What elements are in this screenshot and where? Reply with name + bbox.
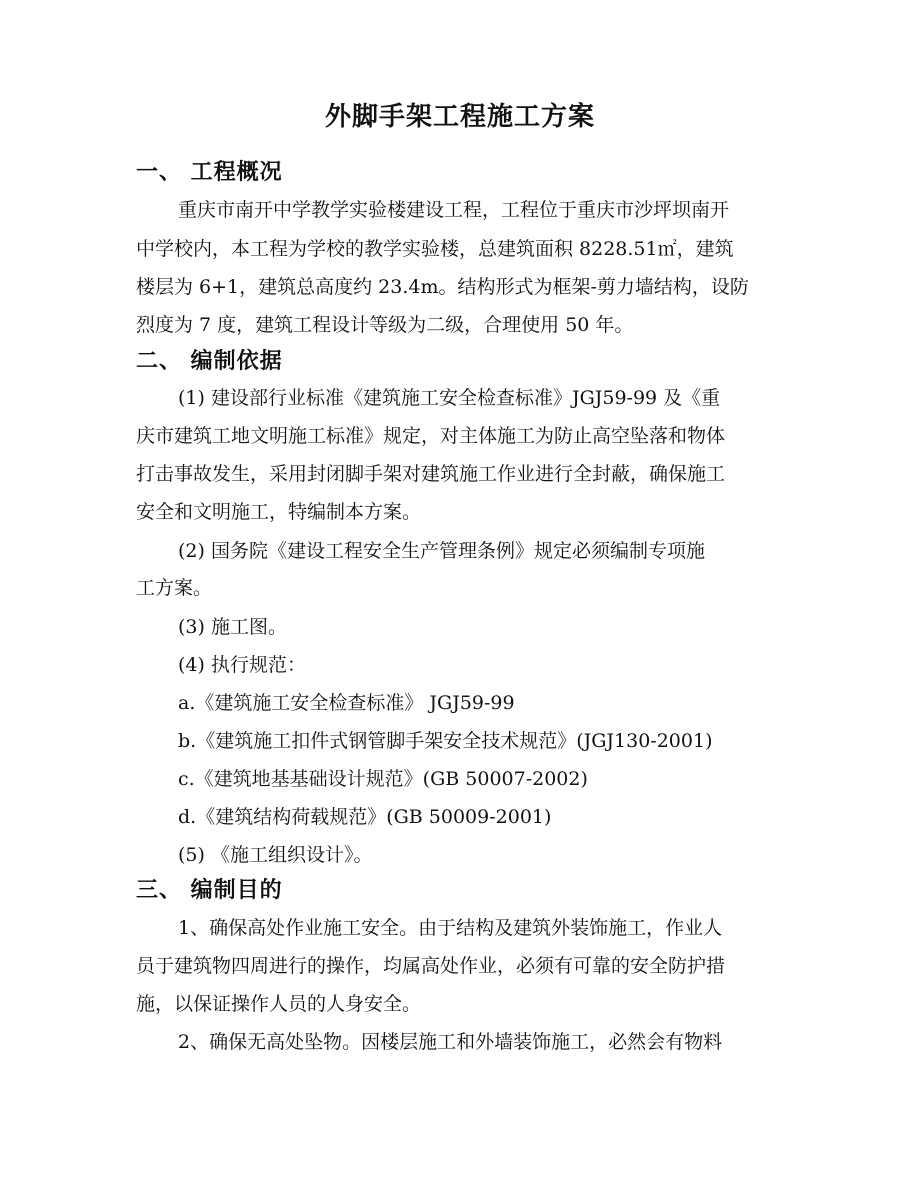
paragraph-line: 施，以保证操作人员的人身安全。 [136, 993, 422, 1015]
paragraph-line: 员于建筑物四周进行的操作，均属高处作业，必须有可靠的安全防护措 [136, 955, 726, 977]
section-heading-basis: 二、 编制依据 [136, 348, 283, 374]
paragraph-line: 庆市建筑工地文明施工标准》规定，对主体施工为防止高空坠落和物体 [136, 425, 726, 447]
paragraph-line: 楼层为 6+1，建筑总高度约 23.4m。结构形式为框架-剪力墙结构，设防 [136, 276, 749, 298]
paragraph-line: c.《建筑地基基础设计规范》(GB 50007-2002) [178, 768, 588, 790]
paragraph-line: (5) 《施工组织设计》。 [178, 844, 373, 866]
paragraph-line: 打击事故发生，采用封闭脚手架对建筑施工作业进行全封蔽，确保施工 [136, 463, 726, 485]
paragraph-line: 2、确保无高处坠物。因楼层施工和外墙装饰施工，必然会有物料 [178, 1031, 723, 1053]
section-heading-overview: 一、 工程概况 [136, 159, 283, 185]
document-title: 外脚手架工程施工方案 [324, 102, 595, 132]
section-heading-purpose: 三、 编制目的 [136, 877, 283, 903]
paragraph-line: d.《建筑结构荷载规范》(GB 50009-2001) [178, 806, 552, 828]
paragraph-line: a.《建筑施工安全检查标准》 JGJ59-99 [178, 692, 515, 714]
paragraph-line: (3) 施工图。 [178, 616, 287, 638]
paragraph-line: (1) 建设部行业标准《建筑施工安全检查标准》JGJ59-99 及《重 [178, 387, 721, 409]
paragraph-line: 烈度为 7 度，建筑工程设计等级为二级，合理使用 50 年。 [136, 314, 634, 336]
paragraph-line: 安全和文明施工，特编制本方案。 [136, 501, 422, 523]
paragraph-line: 中学校内，本工程为学校的教学实验楼，总建筑面积 8228.51㎡，建筑 [136, 238, 734, 260]
paragraph-line: (4) 执行规范： [178, 654, 306, 676]
paragraph-line: b.《建筑施工扣件式钢管脚手架安全技术规范》(JGJ130-2001) [178, 730, 713, 752]
paragraph-line: 工方案。 [136, 577, 213, 599]
paragraph-line: (2) 国务院《建设工程安全生产管理条例》规定必须编制专项施 [178, 540, 705, 562]
paragraph-line: 重庆市南开中学教学实验楼建设工程，工程位于重庆市沙坪坝南开 [178, 199, 730, 221]
paragraph-line: 1、确保高处作业施工安全。由于结构及建筑外装饰施工，作业人 [178, 917, 723, 939]
